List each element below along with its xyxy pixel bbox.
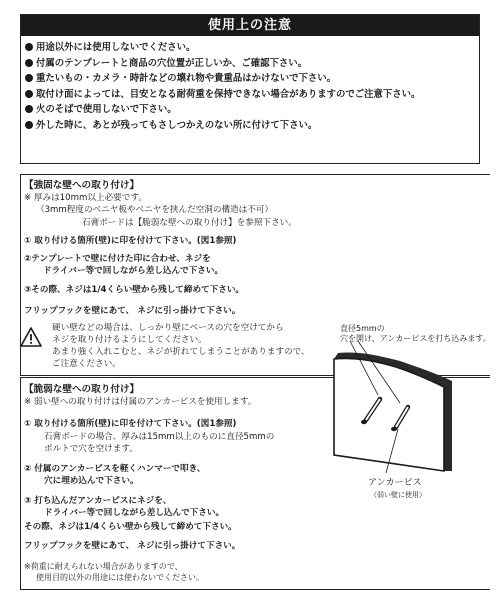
bullet-icon <box>25 121 33 129</box>
diagram-note: 穴を開け、アンカーピスを打ち込みます。 <box>340 334 491 343</box>
weak-wall-step-1-detail: ボルトで穴を空けます。 <box>44 444 138 454</box>
anchor-sub-label: （弱い壁に使用） <box>370 491 426 499</box>
weak-wall-step-4: その際、ネジは1/4くらい壁から残して締めて下さい。 <box>24 522 237 532</box>
caution-item: 取付け面によっては、目安となる耐荷重を保持できない場合がありますのでご注意下さい。 <box>25 87 475 103</box>
bullet-icon <box>25 74 33 82</box>
strong-wall-step-2-cont: ドライバー等で回しながら差し込んで下さい。 <box>43 266 224 276</box>
caution-title: 使用上の注意 <box>21 15 479 36</box>
caution-box <box>20 14 480 164</box>
strong-wall-step-1: ① 取り付ける箇所(壁)に印を付けて下さい。(図1参照) <box>24 236 237 246</box>
caution-item: 重たいもの・カメラ・時計などの壊れ物や貴重品はかけないで下さい。 <box>25 71 475 87</box>
caution-item: 付属のテンプレートと商品の穴位置が正しいか、ご確認下さい。 <box>25 56 475 72</box>
weak-wall-step-3-cont: ドライバー等で回しながら差し込んで下さい。 <box>44 508 225 518</box>
caution-item: 外した時に、あとが残ってもさしつかえのない所に付けて下さい。 <box>25 118 475 134</box>
caution-item: 用途以外には使用しないでください。 <box>25 40 475 56</box>
warning-icon <box>20 327 42 347</box>
warning-text: あまり強く入れこむと、ネジが折れてしまうことがありますので、 <box>52 347 310 357</box>
strong-wall-note: ※ 厚みは10mm以上必要です。 <box>24 193 147 203</box>
weak-wall-note: ※ 弱い壁への取り付けは付属のアンカーピスを使用します。 <box>24 397 257 407</box>
anchor-label: アンカーピス <box>368 478 422 488</box>
wall-illustration <box>320 323 480 503</box>
strong-wall-heading: 【強固な壁への取り付け】 <box>24 180 140 191</box>
warning-text: ネジを取り付けるようにしてください。 <box>52 335 207 345</box>
strong-wall-step-3: ③その際、ネジは1/4くらい壁から残して締めて下さい。 <box>24 285 245 295</box>
diagram-note: 直径5mmの <box>340 324 385 333</box>
bullet-icon <box>25 90 33 98</box>
caution-list <box>21 40 479 134</box>
anchor-diagram <box>320 323 491 503</box>
weak-wall-step-3: ③ 打ち込んだアンカーピスにネジを、 <box>24 496 172 506</box>
strong-wall-note: （3mm程度のベニヤ板やベニヤを挟んだ空洞の構造は不可） <box>36 205 274 215</box>
weak-wall-hook-step: フリップフックを壁にあて、 ネジに引っ掛けて下さい。 <box>24 541 241 551</box>
weak-wall-heading: 【脆弱な壁への取り付け】 <box>24 384 140 395</box>
weak-wall-step-2-cont: 穴に埋め込んで下さい。 <box>44 476 139 486</box>
bullet-icon <box>25 105 33 113</box>
bullet-icon <box>25 59 33 67</box>
warning-text: 硬い壁などの場合は、しっかり壁にベースの穴を空けてから <box>52 323 284 333</box>
weak-wall-footer-note: 使用目的以外の用途には使わないでください。 <box>36 573 204 582</box>
strong-wall-hook-step: フリップフックを壁にあて、 ネジに引っ掛けて下さい。 <box>24 306 241 316</box>
strong-wall-step-2: ②テンプレートで壁に付けた印に合わせ、ネジを <box>24 254 211 264</box>
strong-wall-note: 石膏ボードは【脆弱な壁への取り付け】を参照下さい。 <box>82 218 297 228</box>
weak-wall-step-1-detail: 石膏ボードの場合、厚みは15mm以上のものに直径5mmの <box>44 432 275 442</box>
bullet-icon <box>25 43 33 51</box>
weak-wall-step-2: ② 付属のアンカーピスを軽くハンマーで叩き、 <box>24 464 206 474</box>
weak-wall-footer-note: ※荷重に耐えられない場合がありますので、 <box>24 562 183 571</box>
weak-wall-step-1: ① 取り付ける箇所(壁)に印を付けて下さい。(図1参照) <box>24 419 237 429</box>
caution-item: 火のそばで使用しないで下さい。 <box>25 102 475 118</box>
warning-text: ご注意ください。 <box>52 359 121 369</box>
